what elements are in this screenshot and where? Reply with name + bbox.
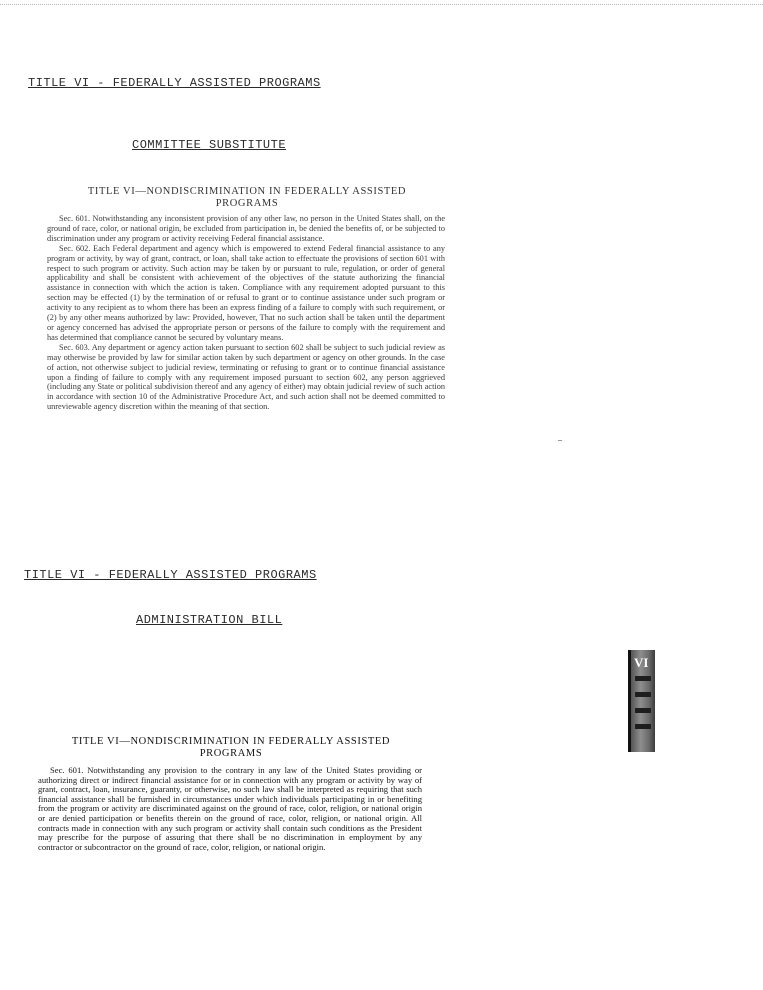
section-two-typed-header: TITLE VI - FEDERALLY ASSISTED PROGRAMS [24,568,317,582]
section-two-body [38,766,422,852]
section-one-sec-602: Sec. 602. Each Federal department and agency which is empowered to extend Federal financial assistance to any program or activity, by way of grant, contract, or loan, shall take action to effectuate the provisions of section 601 with respect to such program or activity. Such action may be taken by or pursuant to rule, regulation, or order of general applicability and shall be consistent with achievement of the objectives of the statute authorizing the financial assistance in connection with which the action is taken. Compliance with any requirement adopted pursuant to this section may be effected (1) by the termination of or refusal to grant or to continue assistance under such program or activity to any recipient as to whom there has been an express finding of a failure to comply with such requirement, or (2) by any other means authorized by law: Provided, however, That no such action shall be taken until the department or agency concerned has advised the appropriate person or persons of the failure to comply with the requirement and has determined that compliance cannot be secured by voluntary means. [47,243,445,342]
section-one-typed-header: TITLE VI - FEDERALLY ASSISTED PROGRAMS [28,76,321,90]
section-two-sec-601: Sec. 601. Notwithstanding any provision to the contrary in any law of the United States providing or authorizing direct or indirect financial assistance for or in connection with any program or activity by way of grant, contract, loan, insurance, guaranty, or otherwise, no such law shall be interpreted as requiring that such financial assistance shall be furnished in circumstances under which individuals participating in or benefiting from the program or activity are discriminated against on the ground of race, color, religion, or national origin or are denied participation or benefits therein on the ground of race, color, religion, or national origin. All contracts made in connection with any such program or activity shall contain such conditions as the President may prescribe for the purpose of assuring that there shall be no discrimination in employment by any contractor or subcontractor on the ground of race, color, religion, or national origin. [38,765,422,852]
section-two-title-line-2: PROGRAMS [199,748,263,759]
section-one-title-line-1: TITLE VI—NONDISCRIMINATION IN FEDERALLY ASSISTED [87,186,407,197]
section-one-printed-title [48,186,446,210]
section-two-title-line-1: TITLE VI—NONDISCRIMINATION IN FEDERALLY ASSISTED [71,736,391,747]
section-one-typed-subheader: COMMITTEE SUBSTITUTE [132,138,287,152]
section-two-typed-subheader: ADMINISTRATION BILL [136,613,283,627]
section-two-printed-title [38,736,424,760]
index-tab-label: VI [634,655,649,670]
section-one-body [47,214,445,412]
section-one-sec-601: Sec. 601. Notwithstanding any inconsistent provision of any other law, no person in the United States shall, on the ground of race, color, or national origin, be excluded from participation in, be denied the benefits of, or be subjected to discrimination under any program or activity receiving Federal financial assistance. [47,214,445,243]
section-one-sec-603: Sec. 603. Any department or agency action taken pursuant to section 602 shall be subject to such judicial review as may otherwise be provided by law for similar action taken by such department or agency on other grounds. In the case of action, not otherwise subject to judicial review, terminating or refusing to grant or to continue financial assistance upon a finding of failure to comply with any requirement imposed pursuant to section 602, any person aggrieved (including any State or political subdivision thereof and any agency of either) may obtain judicial review of such action in accordance with section 10 of the Administrative Procedure Act, and such action shall not be deemed committed to unreviewable agency discretion within the meaning of that section. [47,342,445,412]
index-tab-marks [635,676,651,740]
page-top-edge [0,0,763,5]
section-one-title-line-2: PROGRAMS [215,198,279,209]
index-tab [628,650,655,752]
scan-speck [558,440,562,441]
